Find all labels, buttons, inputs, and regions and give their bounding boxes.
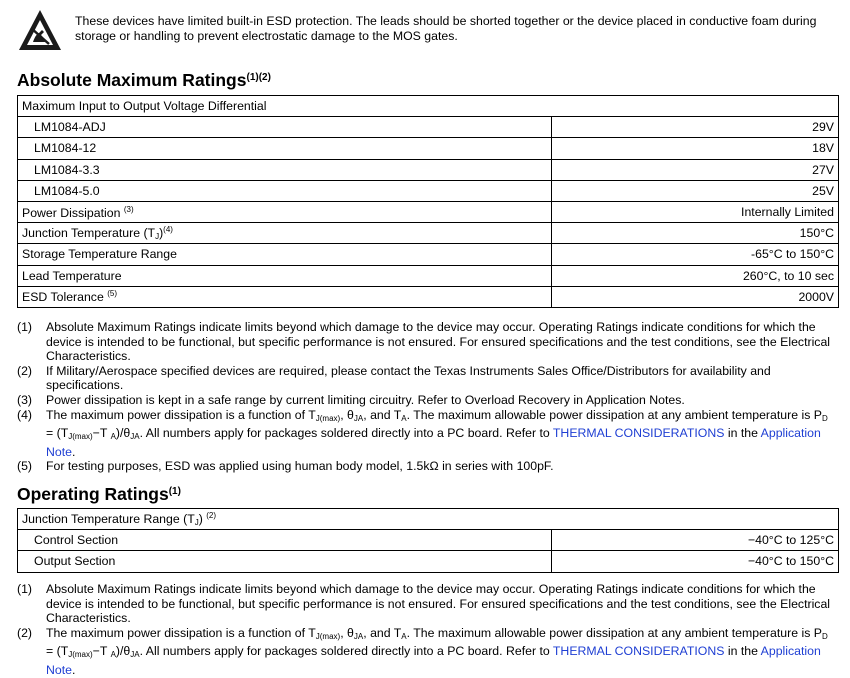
footnote-text: Power dissipation is kept in a safe range by current limiting circuitry. Refer to Overload Recovery in Application Notes. bbox=[46, 392, 685, 407]
table-row bbox=[18, 551, 839, 572]
group-sub: J bbox=[194, 518, 199, 528]
power-label-cell bbox=[18, 201, 552, 222]
application-note-link[interactable]: Application Note bbox=[46, 644, 821, 677]
text-run: . All numbers apply for packages soldered directly into a PC board. Refer to bbox=[139, 426, 553, 441]
esd-notice-text: These devices have limited built-in ESD protection. The leads should be shorted together or the device placed in conductive foam during storage or handling to prevent electrostatic damage to the MOS gates. bbox=[75, 14, 817, 43]
power-label: Power Dissipation bbox=[22, 205, 121, 220]
op-ratings-table bbox=[17, 508, 839, 573]
text-run: The maximum power dissipation is a function of T bbox=[46, 407, 316, 422]
device-value: 25V bbox=[552, 180, 839, 201]
table-row bbox=[18, 223, 839, 244]
footnote bbox=[17, 459, 837, 474]
junction-note: (4) bbox=[163, 225, 173, 235]
table-row bbox=[18, 117, 839, 138]
abs-max-notes bbox=[17, 320, 837, 474]
esd-warning-icon bbox=[17, 8, 63, 52]
subscript: A bbox=[110, 650, 116, 660]
junction-sub: J bbox=[155, 232, 160, 242]
device-value: 27V bbox=[552, 159, 839, 180]
footnote bbox=[17, 626, 837, 678]
text-run: , θ bbox=[340, 625, 354, 640]
text-run: . bbox=[71, 444, 76, 459]
text-run: , and T bbox=[363, 407, 402, 422]
table-row bbox=[18, 244, 839, 265]
abs-max-table bbox=[17, 95, 839, 308]
footnote-number: (5) bbox=[17, 459, 33, 474]
esd-label: ESD Tolerance bbox=[22, 290, 104, 305]
power-value: Internally Limited bbox=[552, 201, 839, 222]
group-note: (2) bbox=[206, 511, 217, 521]
subscript: JA bbox=[130, 432, 140, 442]
group-label-cell bbox=[18, 509, 839, 530]
text-run: in the bbox=[724, 644, 761, 659]
text-run: . The maximum allowable power dissipation at any ambient temperature is P bbox=[406, 625, 822, 640]
footnote-number: (2) bbox=[17, 625, 33, 640]
subscript: J(max) bbox=[315, 413, 341, 423]
abs-max-heading bbox=[17, 70, 271, 91]
thermal-considerations-link[interactable]: THERMAL CONSIDERATIONS bbox=[552, 644, 725, 659]
subscript: A bbox=[401, 631, 407, 641]
device-value: 29V bbox=[552, 117, 839, 138]
text-run: )/θ bbox=[115, 426, 131, 441]
subscript: J(max) bbox=[68, 432, 93, 442]
text-run: , and T bbox=[363, 625, 402, 640]
abs-max-title: Absolute Maximum Ratings bbox=[17, 70, 247, 90]
section-value: −40°C to 125°C bbox=[552, 530, 839, 551]
footnote-number: (4) bbox=[17, 407, 33, 422]
subscript: J(max) bbox=[68, 650, 93, 660]
text-run: )/θ bbox=[115, 644, 131, 659]
storage-label: Storage Temperature Range bbox=[18, 244, 552, 265]
op-ratings-title: Operating Ratings bbox=[17, 484, 169, 504]
junction-label: Junction Temperature (T bbox=[22, 226, 156, 241]
table-row bbox=[18, 509, 839, 530]
footnote bbox=[17, 393, 837, 408]
footnote bbox=[17, 408, 837, 460]
device-name: LM1084-3.3 bbox=[18, 159, 552, 180]
footnote bbox=[17, 582, 837, 626]
footnote-text: Absolute Maximum Ratings indicate limits beyond which damage to the device may occur. Operating Ratings indicate conditions for which the device is intended to be functional, but specific performance is not ensured. For ensured specifications and the test conditions, see the Electrical Characteristics. bbox=[46, 320, 831, 364]
text-run: = (T bbox=[46, 644, 69, 659]
thermal-considerations-link[interactable]: THERMAL CONSIDERATIONS bbox=[552, 426, 725, 441]
text-run: The maximum power dissipation is a function of T bbox=[46, 625, 316, 640]
group-label-cell: Maximum Input to Output Voltage Differential bbox=[18, 96, 839, 117]
table-row bbox=[18, 530, 839, 551]
section-name: Output Section bbox=[18, 551, 552, 572]
subscript: JA bbox=[130, 650, 140, 660]
footnote-number: (1) bbox=[17, 582, 33, 596]
subscript: D bbox=[821, 413, 828, 423]
subscript: JA bbox=[353, 413, 364, 423]
group-close: ) bbox=[198, 512, 203, 527]
subscript: A bbox=[110, 432, 116, 442]
text-run: . bbox=[71, 662, 76, 677]
group-label: Junction Temperature Range (T bbox=[22, 512, 195, 527]
text-run: = (T bbox=[46, 426, 69, 441]
text-run: . The maximum allowable power dissipation at any ambient temperature is P bbox=[406, 407, 822, 422]
footnote-text bbox=[46, 408, 828, 459]
table-row bbox=[18, 201, 839, 222]
esd-value: 2000V bbox=[552, 286, 839, 307]
table-row bbox=[18, 286, 839, 307]
footnote bbox=[17, 320, 837, 364]
text-run: −T bbox=[92, 426, 111, 441]
device-name: LM1084-ADJ bbox=[18, 117, 552, 138]
junction-close: ) bbox=[159, 226, 164, 241]
table-row bbox=[18, 159, 839, 180]
storage-value: -65°C to 150°C bbox=[552, 244, 839, 265]
text-run: . All numbers apply for packages soldered directly into a PC board. Refer to bbox=[139, 644, 553, 659]
subscript: J(max) bbox=[315, 631, 341, 641]
power-note: (3) bbox=[123, 204, 134, 214]
esd-notice bbox=[17, 8, 837, 52]
device-name: LM1084-12 bbox=[18, 138, 552, 159]
application-note-link[interactable]: Application Note bbox=[46, 426, 821, 459]
footnote-number: (2) bbox=[17, 363, 33, 378]
footnote-text: If Military/Aerospace specified devices are required, please contact the Texas Instruments Sales Office/Distributors for availability and specifications. bbox=[46, 363, 771, 393]
lead-value: 260°C, to 10 sec bbox=[552, 265, 839, 286]
footnote-text: Absolute Maximum Ratings indicate limits beyond which damage to the device may occur. Operating Ratings indicate conditions for which the device is intended to be functional, but specific performance is not ensured. For ensured specifications and the test conditions, see the Electrical Characteristics. bbox=[46, 582, 831, 626]
esd-label-cell bbox=[18, 286, 552, 307]
text-run: , θ bbox=[340, 407, 354, 422]
op-ratings-title-notes: (1) bbox=[168, 486, 181, 497]
text-run: in the bbox=[724, 426, 761, 441]
op-ratings-notes bbox=[17, 582, 837, 678]
subscript: D bbox=[821, 631, 828, 641]
table-row bbox=[18, 96, 839, 117]
section-name: Control Section bbox=[18, 530, 552, 551]
subscript: A bbox=[401, 413, 407, 423]
junction-value: 150°C bbox=[552, 223, 839, 244]
table-row bbox=[18, 265, 839, 286]
footnote-number: (1) bbox=[17, 320, 33, 334]
lead-label: Lead Temperature bbox=[18, 265, 552, 286]
footnote bbox=[17, 364, 837, 393]
esd-note: (5) bbox=[107, 289, 117, 299]
footnote-text bbox=[46, 626, 828, 677]
subscript: JA bbox=[353, 631, 364, 641]
text-run: −T bbox=[92, 644, 111, 659]
footnote-text: For testing purposes, ESD was applied using human body model, 1.5kΩ in series with 100pF. bbox=[46, 459, 554, 474]
junction-label-cell bbox=[18, 223, 552, 244]
footnote-number: (3) bbox=[17, 392, 33, 407]
op-ratings-heading bbox=[17, 484, 181, 505]
abs-max-title-notes: (1)(2) bbox=[246, 72, 271, 83]
device-value: 18V bbox=[552, 138, 839, 159]
device-name: LM1084-5.0 bbox=[18, 180, 552, 201]
table-row bbox=[18, 180, 839, 201]
table-row bbox=[18, 138, 839, 159]
section-value: −40°C to 150°C bbox=[552, 551, 839, 572]
